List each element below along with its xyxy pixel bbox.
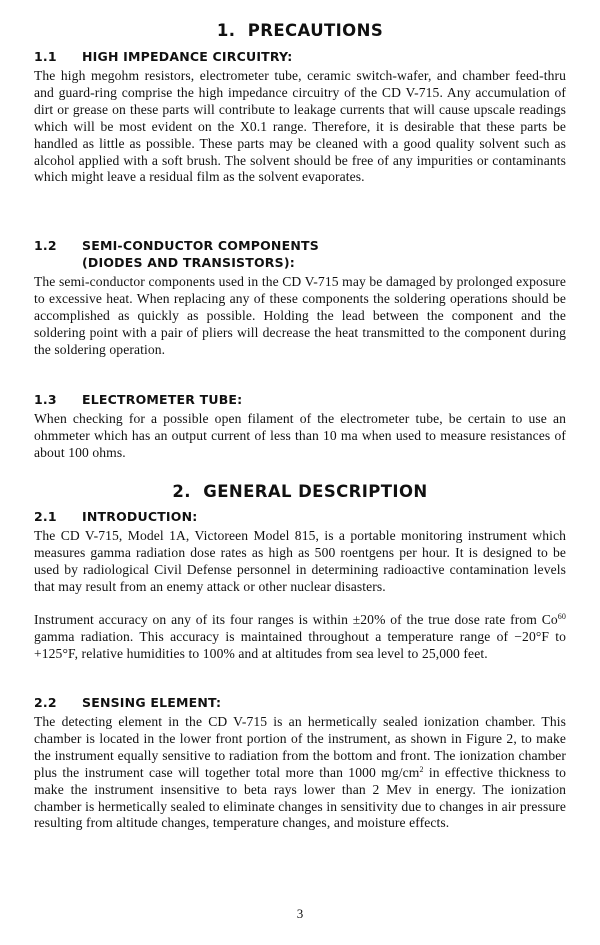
subsection-2-2-title: SENSING ELEMENT:	[82, 695, 222, 710]
subsection-2-1-paragraph-2	[34, 612, 566, 663]
subsection-1-2-heading	[34, 237, 319, 271]
subsection-1-2-title: SEMI-CONDUCTOR COMPONENTS	[82, 238, 319, 253]
cobalt-isotope-superscript: 60	[557, 612, 566, 621]
subsection-1-1-paragraph: The high megohm resistors, electrometer tube, ceramic switch-wafer, and chamber feed-thru and guard-ring comprise the high impedance circuitry of the CD V-715. Any accumulation of dirt or grease on these parts will contribute to leakage currents that will cause upscale readings which will be most evident on the X0.1 range. Therefore, it is desirable that these parts be handled as little as possible. These parts may be cleaned with a good quality solvent such as alcohol applied with a soft brush. The solvent should be free of any impurities or contaminants which might leave a residual film as the solvent evaporates.	[34, 68, 566, 185]
subsection-1-3-heading	[34, 391, 242, 408]
subsection-2-1-heading	[34, 508, 197, 525]
page-number: 3	[296, 906, 304, 921]
subsection-1-2-number: 1.2	[34, 238, 57, 253]
subsection-2-2-paragraph	[34, 714, 566, 832]
accuracy-text-start: Instrument accuracy on any of its four ranges is within ±20% of the true dose rate from Co	[34, 612, 558, 627]
section-1-heading	[0, 21, 600, 40]
subsection-2-2-heading	[34, 694, 221, 711]
subsection-2-1-number: 2.1	[34, 509, 57, 524]
subsection-1-2-title-line2: (DIODES AND TRANSISTORS):	[82, 255, 295, 270]
subsection-1-2-paragraph: The semi-conductor components used in the CD V-715 may be damaged by prolonged exposure to excessive heat. When replacing any of these components the soldering operations should be accomplished as quickly as possible. Holding the lead between the component and the soldering point with a pair of pliers will decrease the heat transmitted to the component during the soldering operation.	[34, 274, 566, 357]
subsection-1-1-number: 1.1	[34, 49, 57, 64]
section-1-number: 1.	[216, 21, 236, 40]
subsection-1-1-heading	[34, 48, 292, 65]
section-2-title: GENERAL DESCRIPTION	[203, 482, 428, 501]
sensing-text-end: in effective thickness to make the instrument insensitive to beta rays lower than 2 Mev in energy. The ionization chamber is hermetically sealed to eliminate changes in sensitivity due to changes in air pressure resulting from altitude changes, temperature changes, and moisture effects.	[34, 764, 566, 831]
subsection-1-3-number: 1.3	[34, 392, 57, 407]
section-2-heading	[0, 482, 600, 501]
subsection-1-3-title: ELECTROMETER TUBE:	[82, 392, 243, 407]
sensing-text-start: The detecting element in the CD V-715 is an hermetically sealed ionization chamber. This chamber is located in the lower front portion of the instrument, as shown in Figure 2, to make the instrument equally sensitive to radiation from the bottom and front. The ionization chamber plus the instrument case will together total more than 1000 mg/cm	[34, 714, 566, 780]
subsection-2-1-paragraph-1: The CD V-715, Model 1A, Victoreen Model 815, is a portable monitoring instrument which measures gamma radiation dose rates as high as 500 roentgens per hour. It is designed to be used by radiological Civil Defense personnel in determining radioactive contamination levels that may result from an enemy attack or other nuclear disasters.	[34, 528, 566, 594]
cm-squared-superscript: 2	[419, 764, 424, 774]
section-1-title: PRECAUTIONS	[247, 21, 384, 40]
subsection-1-1-title: HIGH IMPEDANCE CIRCUITRY:	[82, 49, 293, 64]
subsection-2-2-number: 2.2	[34, 695, 57, 710]
subsection-1-3-paragraph: When checking for a possible open filament of the electrometer tube, be certain to use an ohmmeter which has an output current of less than 10 ma when used to measure resistances of about 100 ohms.	[34, 411, 566, 460]
accuracy-text-end: gamma radiation. This accuracy is maintained throughout a temperature range of −20°F to +125°F, relative humidities to 100% and at altitudes from sea level to 25,000 feet.	[34, 628, 566, 661]
subsection-2-1-title: INTRODUCTION:	[82, 509, 198, 524]
section-2-number: 2.	[172, 482, 191, 501]
